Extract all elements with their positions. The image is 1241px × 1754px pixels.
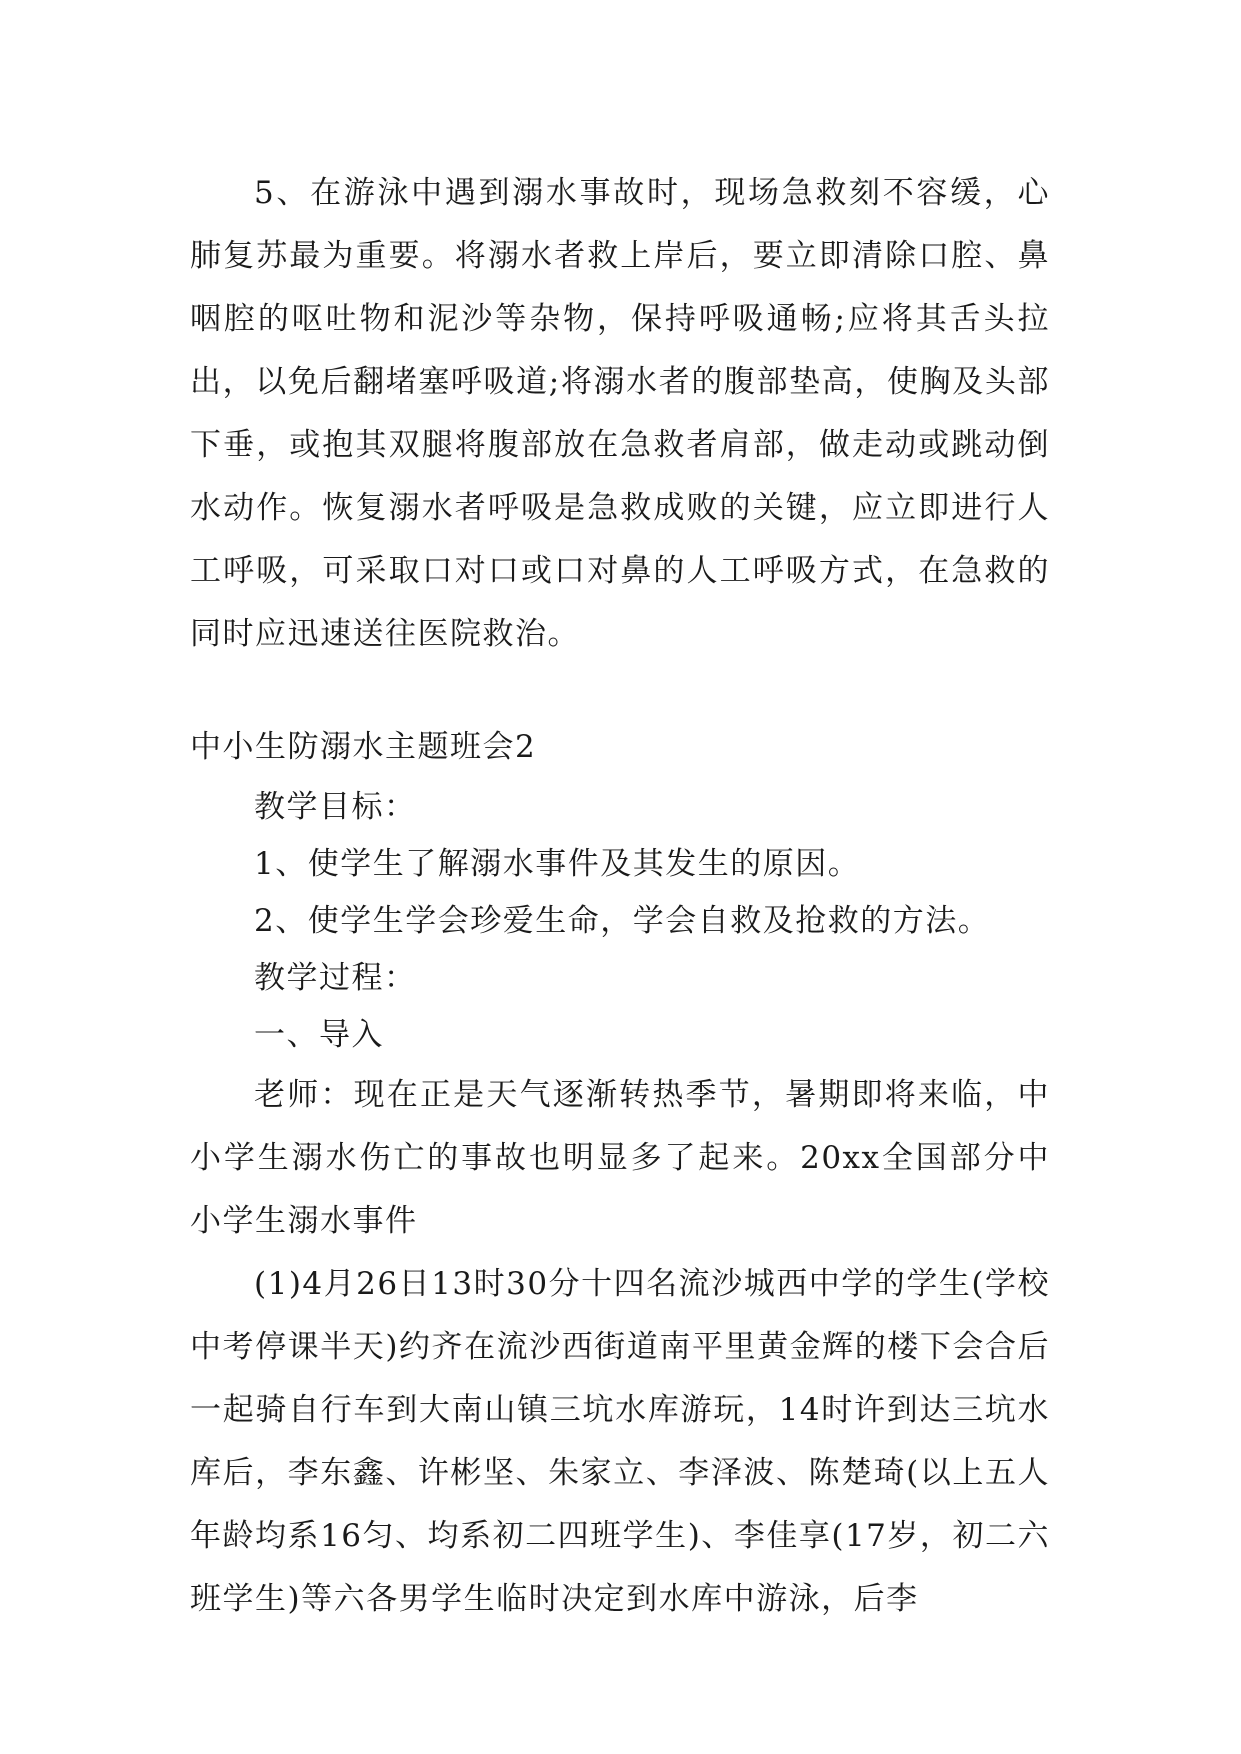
paragraph-rescue: 5、在游泳中遇到溺水事故时，现场急救刻不容缓，心肺复苏最为重要。将溺水者救上岸后，要立即清除口腔、鼻咽腔的呕吐物和泥沙等杂物，保持呼吸通畅;应将其舌头拉出，以免后翻堵塞呼吸道;将溺水者的腹部垫高，使胸及头部下垂，或抱其双腿将腹部放在急救者肩部，做走动或跳动倒水动作。恢复溺水者呼吸是急救成败的关键，应立即进行人工呼吸，可采取口对口或口对鼻的人工呼吸方式，在急救的同时应迅速送往医院救治。 — [190, 175, 1050, 652]
goal-item-2: 2、使学生学会珍爱生命，学会自救及抢救的方法。 — [254, 903, 991, 939]
process-label: 教学过程： — [254, 960, 417, 996]
document-body — [190, 162, 1050, 1631]
intro-label: 一、导入 — [254, 1017, 384, 1053]
section-title: 中小生防溺水主题班会2 — [190, 729, 537, 765]
goals-label: 教学目标： — [254, 789, 417, 825]
paragraph-teacher: 老师：现在正是天气逐渐转热季节，暑期即将来临，中小学生溺水伤亡的事故也明显多了起来。20xx全国部分中小学生溺水事件 — [190, 1077, 1050, 1239]
paragraph-case-1: (1)4月26日13时30分十四名流沙城西中学的学生(学校中考停课半天)约齐在流沙西街道南平里黄金辉的楼下会合后一起骑自行车到大南山镇三坑水库游玩，14时许到达三坑水库后，李东鑫、许彬坚、朱家立、李泽波、陈楚琦(以上五人年龄均系16匀、均系初二四班学生)、李佳享(17岁，初二六班学生)等六各男学生临时决定到水库中游泳，后李 — [190, 1266, 1050, 1617]
goal-item-1: 1、使学生了解溺水事件及其发生的原因。 — [254, 846, 861, 882]
